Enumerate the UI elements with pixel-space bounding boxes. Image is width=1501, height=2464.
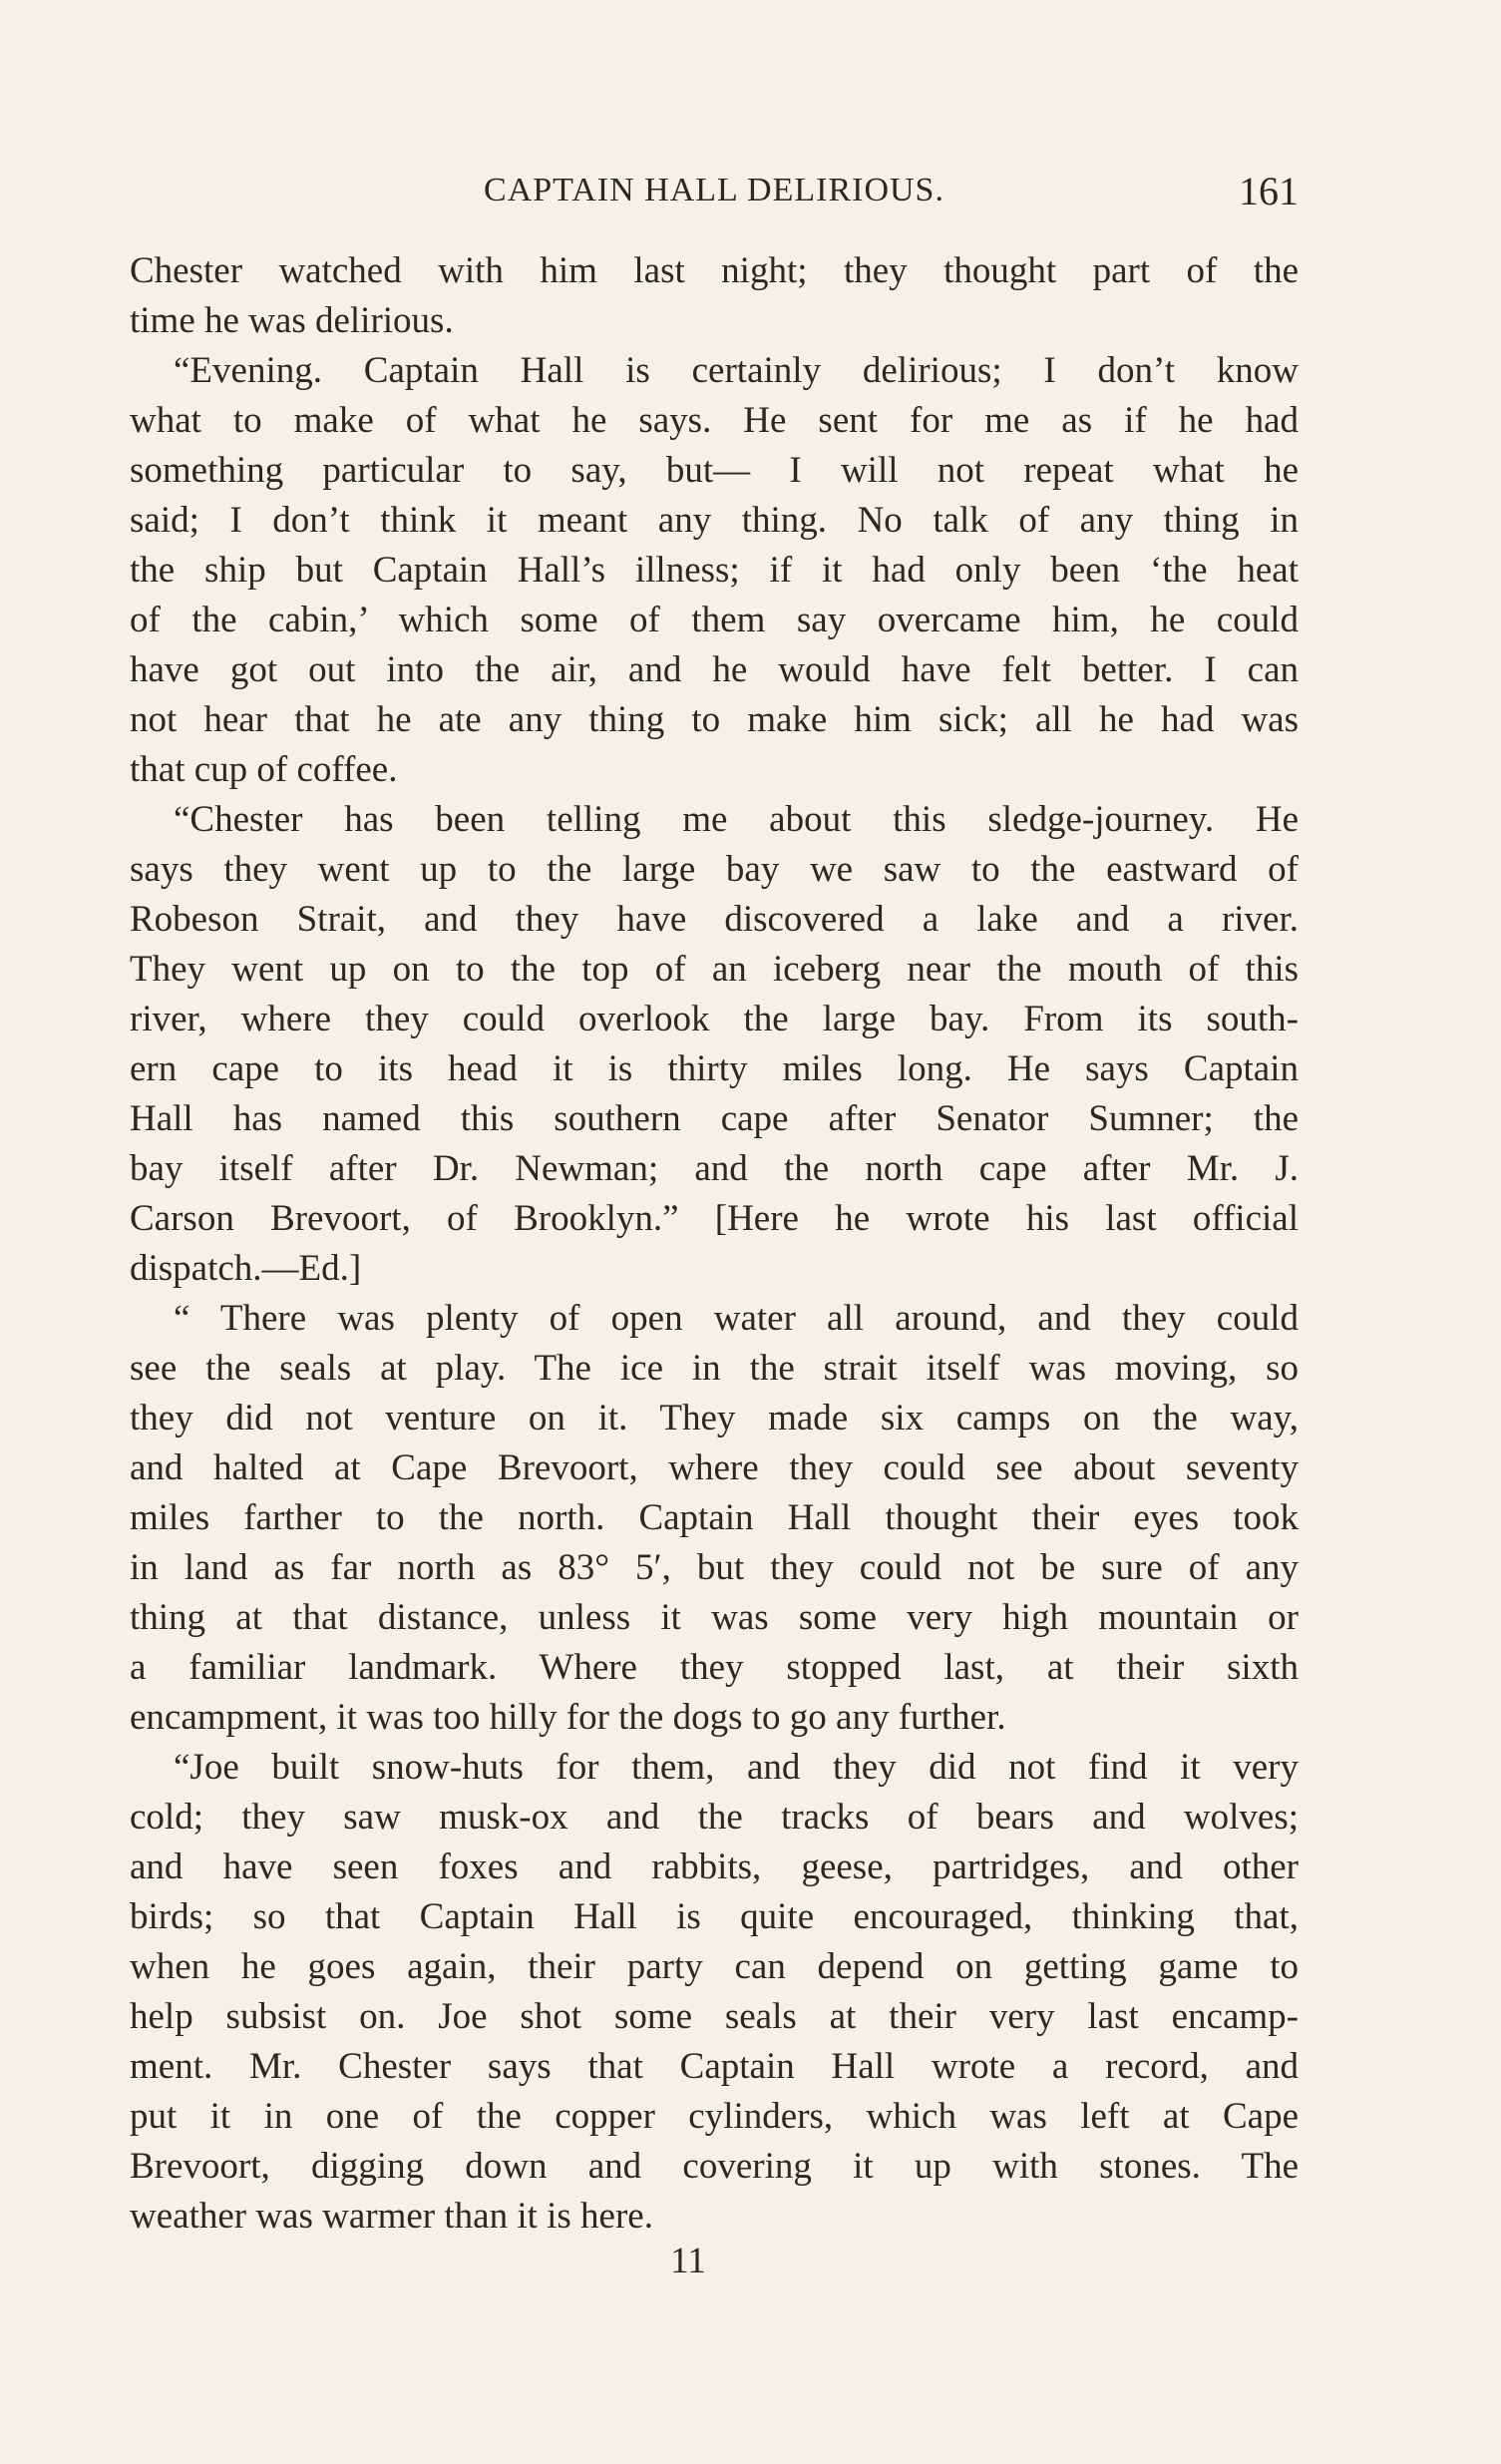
text-line: a familiar landmark. Where they stopped last, at their sixth xyxy=(130,1647,1299,1688)
page-number: 161 xyxy=(1239,169,1299,213)
text-line: Carson Brevoort, of Brooklyn.” [Here he wrote his last official xyxy=(130,1198,1299,1239)
text-line: that cup of coffee. xyxy=(130,749,398,790)
text-line: they did not venture on it. They made six camps on the way, xyxy=(130,1398,1299,1438)
text-line: “Chester has been telling me about this sledge-journey. He xyxy=(174,799,1299,840)
text-line: dispatch.—Ed.] xyxy=(130,1248,362,1289)
text-line: Chester watched with him last night; they thought part of the xyxy=(130,250,1299,291)
text-line: have got out into the air, and he would have felt better. I can xyxy=(130,649,1299,690)
text-line: in land as far north as 83° 5′, but they could not be sure of any xyxy=(130,1547,1299,1588)
text-line: Hall has named this southern cape after Senator Sumner; the xyxy=(130,1098,1299,1139)
text-line: encampment, it was too hilly for the dogs to go any further. xyxy=(130,1697,1006,1738)
body-text xyxy=(130,246,1299,2242)
text-line: thing at that distance, unless it was some very high mountain or xyxy=(130,1597,1299,1638)
text-line: and halted at Cape Brevoort, where they could see about seventy xyxy=(130,1447,1299,1488)
text-line: “ There was plenty of open water all around, and they could xyxy=(174,1298,1299,1339)
text-line: said; I don’t think it meant any thing. No talk of any thing in xyxy=(130,500,1299,541)
text-line: “Evening. Captain Hall is certainly delirious; I don’t know xyxy=(174,350,1299,391)
signature-mark: 11 xyxy=(670,2241,706,2281)
text-line: birds; so that Captain Hall is quite encouraged, thinking that, xyxy=(130,1896,1299,1937)
text-line: not hear that he ate any thing to make him sick; all he had was xyxy=(130,699,1299,740)
text-line: of the cabin,’ which some of them say overcame him, he could xyxy=(130,600,1299,640)
text-line: bay itself after Dr. Newman; and the north cape after Mr. J. xyxy=(130,1148,1299,1189)
text-line: the ship but Captain Hall’s illness; if it had only been ‘the heat xyxy=(130,550,1299,591)
text-line: see the seals at play. The ice in the strait itself was moving, so xyxy=(130,1348,1299,1389)
text-line: cold; they saw musk-ox and the tracks of bears and wolves; xyxy=(130,1797,1299,1838)
text-line: ern cape to its head it is thirty miles long. He says Captain xyxy=(130,1048,1299,1089)
text-line: miles farther to the north. Captain Hall thought their eyes took xyxy=(130,1497,1299,1538)
text-line: Robeson Strait, and they have discovered a lake and a river. xyxy=(130,899,1299,940)
text-line: when he goes again, their party can depend on getting game to xyxy=(130,1946,1299,1987)
text-line: ment. Mr. Chester says that Captain Hall wrote a record, and xyxy=(130,2046,1299,2087)
running-title: CAPTAIN HALL DELIRIOUS. xyxy=(484,172,944,208)
text-line: and have seen foxes and rabbits, geese, partridges, and other xyxy=(130,1847,1299,1887)
text-line: river, where they could overlook the large bay. From its south- xyxy=(130,999,1299,1039)
text-line: help subsist on. Joe shot some seals at their very last encamp- xyxy=(130,1996,1299,2037)
text-line: what to make of what he says. He sent for me as if he had xyxy=(130,400,1299,441)
text-line: weather was warmer than it is here. xyxy=(130,2196,653,2237)
text-line: says they went up to the large bay we saw to the eastward of xyxy=(130,849,1299,890)
text-line: time he was delirious. xyxy=(130,300,454,341)
text-line: something particular to say, but— I will not repeat what he xyxy=(130,450,1299,491)
text-line: Brevoort, digging down and covering it up with stones. The xyxy=(130,2146,1299,2187)
text-line: “Joe built snow-huts for them, and they did not find it very xyxy=(174,1747,1299,1788)
text-line: They went up on to the top of an iceberg near the mouth of this xyxy=(130,949,1299,990)
running-header xyxy=(130,168,1299,227)
text-line: put it in one of the copper cylinders, which was left at Cape xyxy=(130,2096,1299,2137)
